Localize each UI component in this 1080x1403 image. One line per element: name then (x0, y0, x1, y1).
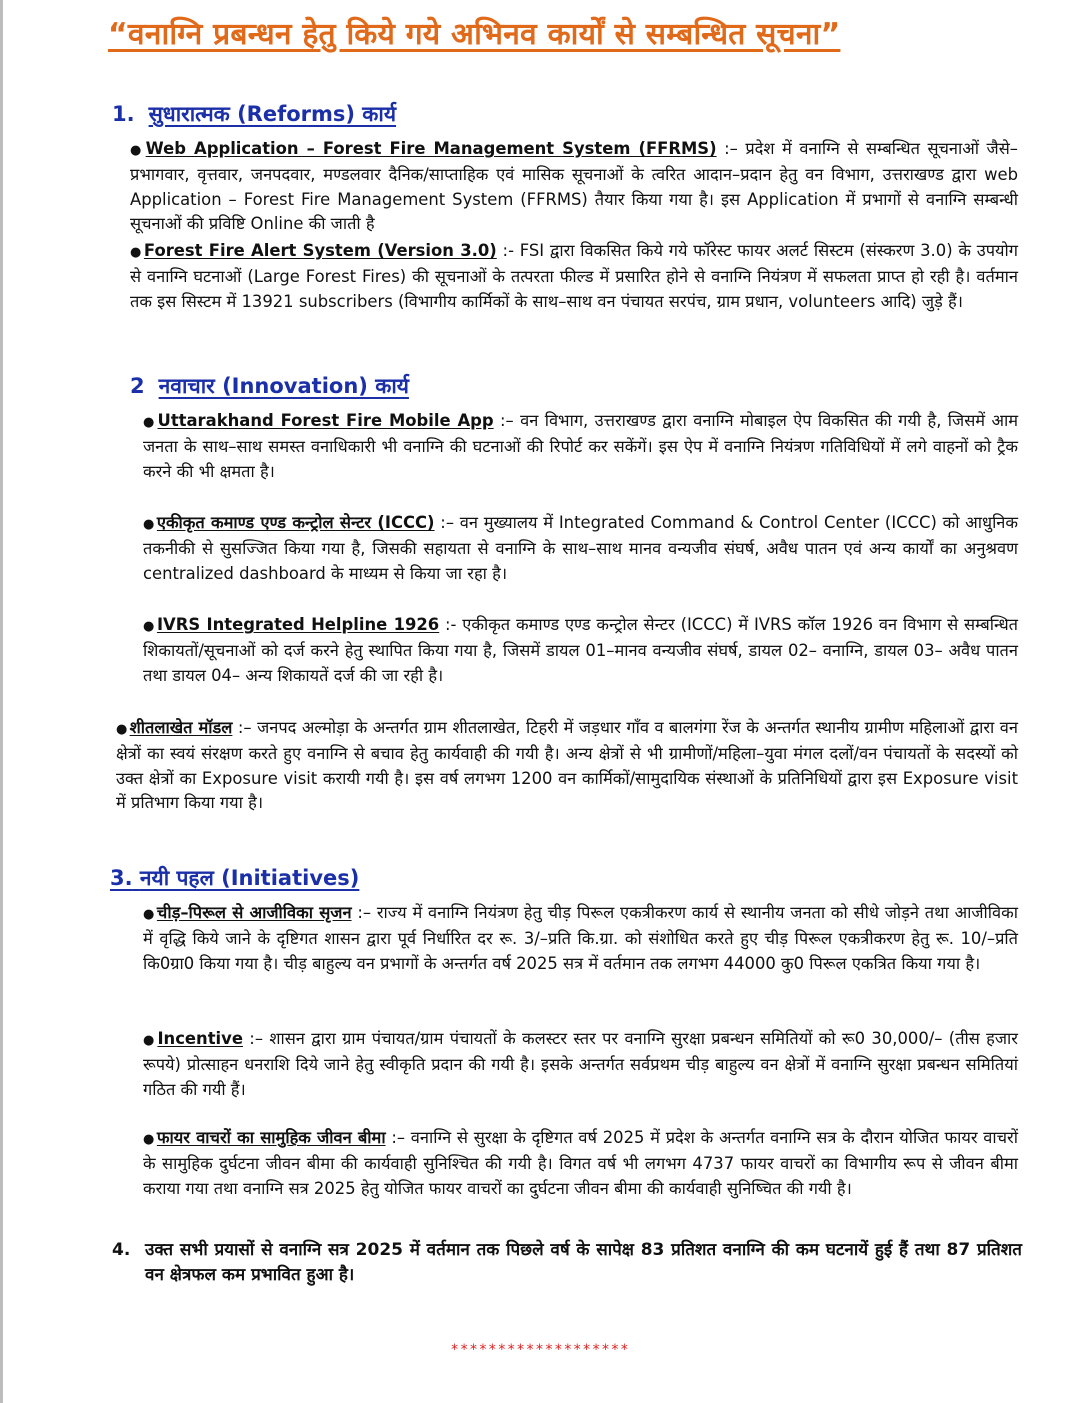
item-insurance (143, 1126, 1018, 1201)
section-title: सुधारात्मक (Reforms) कार्य (148, 102, 397, 126)
section-3-heading (110, 864, 359, 892)
bullet-icon: ● (143, 619, 155, 634)
bullet-icon: ● (130, 143, 144, 158)
item-text: :– राज्य में वनाग्नि नियंत्रण हेतु चीड़ पिरूल एकत्रीकरण कार्य से स्थानीय जनता को सीधे जोड़ने तथा आजीविका में वृद्धि किये जाने के दृष्टिगत शासन द्वारा पूर्व निर्धारित दर रू. 3/–प्रति कि.ग्रा. को संशोधित करते हुए चीड़ पिरूल एकत्रीकरण हेतु रू. 10/–प्रति कि0ग्रा0 किया गया है। चीड़ बाहुल्य वन प्रभागों के अन्तर्गत वर्ष 2025 सत्र में वर्तमान तक लगभग 44000 कु0 पिरूल एकत्रित किया गया है। (143, 903, 1018, 973)
bullet-icon: ● (143, 907, 155, 922)
section-number: 1. (112, 102, 135, 126)
bullet-icon: ● (143, 1132, 155, 1147)
bullet-icon: ● (143, 415, 156, 430)
item-ffrms (130, 137, 1018, 236)
item-lead: Incentive (157, 1029, 243, 1048)
item-text: :- एकीकृत कमाण्ड एण्ड कन्ट्रोल सेन्टर (ICCC) में IVRS कॉल 1926 वन विभाग से सम्बन्धित शिकायतों/सूचनाओं को दर्ज करने हेतु स्थापित किया गया है, जिसमें डायल 01–मानव वन्यजीव संघर्ष, डायल 02– वनाग्नि, डायल 03– अवैध पातन तथा डायल 04– अन्य शिकायतें दर्ज की जा रही है। (143, 615, 1018, 685)
item-text: :– जनपद अल्मोड़ा के अन्तर्गत ग्राम शीतलाखेत, टिहरी में जड़धार गाँव व बालगंगा रेंज के अन्तर्गत स्थानीय ग्रामीण महिलाओं द्वारा वन क्षेत्रों का स्वयं संरक्षण करते हुए वनाग्नि से बचाव हेतु कार्यवाही की गयी है। अन्य क्षेत्रों से भी ग्रामीणों/महिला–युवा मंगल दलों/वन पंचायतों के सदस्यों को उक्त क्षेत्रों का Exposure visit करायी गयी है। इस वर्ष लगभग 1200 वन कार्मिकों/सामुदायिक संस्थाओं के प्रतिनिधियों द्वारा इस Exposure visit में प्रतिभाग किया गया है। (116, 718, 1019, 812)
section-title-combined (110, 866, 359, 890)
item-ivrs (143, 613, 1018, 688)
item-text: :– वनाग्नि से सुरक्षा के दृष्टिगत वर्ष 2025 में प्रदेश के अन्तर्गत वनाग्नि सत्र के दौरान योजित फायर वाचरों के सामुहिक दुर्घटना जीवन बीमा की कार्यवाही सुनिश्चित की गयी है। विगत वर्ष भी लगभग 4737 फायर वाचरों का विभागीय रूप से जीवन बीमा कराया गया तथा वनाग्नि सत्र 2025 हेतु योजित फायर वाचरों का दुर्घटना जीवन बीमा की कार्यवाही सुनिष्चित की गयी है। (143, 1128, 1019, 1198)
section-title: नयी पहल (Initiatives) (139, 866, 360, 890)
item-text: :– शासन द्वारा ग्राम पंचायत/ग्राम पंचायतों के कलस्टर स्तर पर वनाग्नि सुरक्षा प्रबन्धन समितियों को रू0 30,000/– (तीस हजार रूपये) प्रोत्साहन धनराशि दिये जाने हेतु स्वीकृति प्रदान की गयी है। इसके अन्तर्गत सर्वप्रथम चीड़ बाहुल्य वन क्षेत्रों में वनाग्नि सुरक्षा प्रबन्धन समितियां गठित की गयी हैं। (143, 1029, 1018, 1099)
section-1-heading (112, 100, 396, 128)
bullet-icon: ● (116, 722, 128, 737)
item-pirul (143, 901, 1018, 976)
item-text: :– वन मुख्यालय में Integrated Command & Control Center (ICCC) को आधुनिक तकनीकी से सुसज्जित किया गया है, जिसकी सहायता से वनाग्नि के साथ–साथ मानव वन्यजीव संघर्ष, अवैध पातन एवं अन्य कार्यों का अनुश्रवण centralized dashboard के माध्यम से किया जा रहा है। (143, 513, 1018, 583)
item-sheetlakhet (116, 716, 1018, 815)
item-lead: IVRS Integrated Helpline 1926 (156, 615, 440, 634)
item-lead: Uttarakhand Forest Fire Mobile App (157, 411, 494, 430)
item-text: :– प्रदेश में वनाग्नि से सम्बन्धित सूचनाओं जैसे–प्रभागवार, वृत्तवार, जनपदवार, मण्डलवार दैनिक/साप्ताहिक एवं मासिक सूचनाओं के त्वरित आदान–प्रदान हेतु वन विभाग, उत्तराखण्ड द्वारा web Application – Forest Fire Management System (FFRMS) तैयार किया गया है। इस Application में प्रभागों से वनाग्नि सम्बन्धी सूचनाओं की प्रविष्टि Online की जाती है (130, 139, 1018, 233)
item-mobile-app (143, 409, 1018, 484)
item-fire-alert (130, 239, 1018, 314)
bullet-icon: ● (143, 1033, 156, 1048)
closing-number: 4. (112, 1240, 131, 1260)
item-lead: Forest Fire Alert System (Version 3.0) (143, 241, 497, 260)
closing-text: उक्त सभी प्रयासों से वनाग्नि सत्र 2025 में वर्तमान तक पिछले वर्ष के सापेक्ष 83 प्रतिशत वनाग्नि की कम घटनायें हुई हैं तथा 87 प्रतिशत वन क्षेत्रफल कम प्रभावित हुआ है। (145, 1240, 1022, 1285)
page-title: “वनाग्नि प्रबन्धन हेतु किये गये अभिनव कार्यों से सम्बन्धित सूचना” (108, 17, 841, 52)
bullet-icon: ● (143, 517, 155, 532)
bullet-icon: ● (130, 245, 142, 260)
section-title: नवाचार (Innovation) कार्य (158, 374, 409, 398)
end-stars: ******************* (450, 1342, 630, 1358)
section-2-heading (130, 372, 409, 400)
closing-statement (112, 1238, 1022, 1288)
section-number: 2 (130, 374, 145, 398)
item-iccc (143, 511, 1018, 586)
item-text: :- FSI द्वारा विकसित किये गये फॉरेस्ट फायर अलर्ट सिस्टम (संस्करण 3.0) के उपयोग से वनाग्नि घटनाओं (Large Forest Fires) की सूचनाओं के तत्परता फील्ड में प्रसारित होने से वनाग्नि नियंत्रण में सफलता प्राप्त हो रही है। वर्तमान तक इस सिस्टम में 13921 subscribers (विभागीय कार्मिकों के साथ–साथ वन पंचायत सरपंच, ग्राम प्रधान, volunteers आदि) जुड़े हैं। (130, 241, 1018, 311)
page-edge (0, 0, 3, 1403)
section-number: 3. (110, 866, 133, 890)
item-lead: चीड़–पिरूल से आजीविका सृजन (156, 903, 352, 922)
item-lead: शीतलाखेत मॉडल (129, 718, 233, 737)
item-lead: एकीकृत कमाण्ड एण्ड कन्ट्रोल सेन्टर (ICCC) (156, 513, 435, 532)
item-lead: फायर वाचरों का सामुहिक जीवन बीमा (156, 1128, 386, 1147)
item-incentive (143, 1027, 1018, 1102)
item-lead: Web Application – Forest Fire Management System (FFRMS) (145, 139, 717, 158)
item-text: :– वन विभाग, उत्तराखण्ड द्वारा वनाग्नि मोबाइल ऐप विकसित की गयी है, जिसमें आम जनता के साथ–साथ समस्त वनाधिकारी भी वनाग्नि की घटनाओं की रिपोर्ट कर सकेंगें। इस ऐप में वनाग्नि नियंत्रण गतिविधियों में लगे वाहनों को ट्रैक करने की भी क्षमता है। (143, 411, 1019, 481)
